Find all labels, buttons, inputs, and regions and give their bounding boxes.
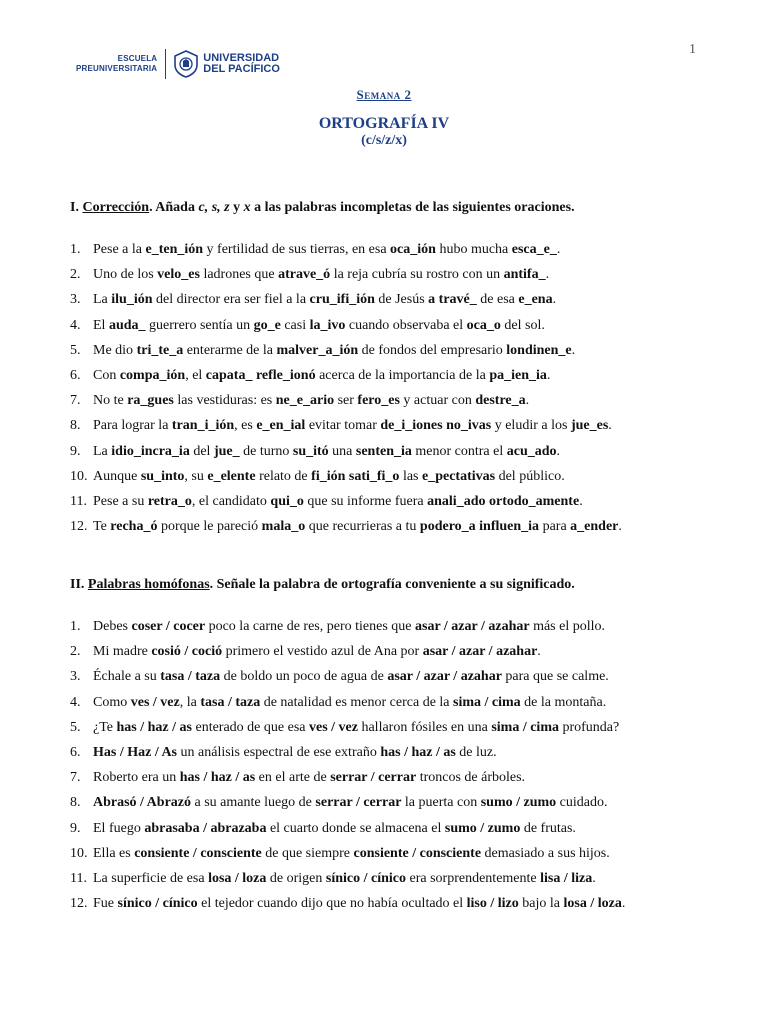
target-word: ra_gues — [127, 393, 174, 409]
sentence-text: las — [399, 468, 422, 484]
item-number: 10. — [70, 468, 88, 484]
sentence-text: de Jesús — [374, 292, 429, 308]
target-word: ilu_ión — [111, 292, 153, 308]
target-word: serrar / cerrar — [315, 795, 402, 811]
sentence-text: Con — [93, 367, 120, 383]
sentence-text: No te — [93, 393, 128, 409]
target-word: ves / vez — [308, 719, 358, 735]
target-word: has / haz / as — [380, 744, 456, 760]
sentence-text: y — [229, 200, 244, 215]
target-word: esca_e_ — [511, 242, 557, 257]
target-word: lisa / liza — [540, 870, 593, 886]
logo-divider — [165, 49, 166, 79]
item-sentence — [93, 639, 541, 664]
sentence-text: , la — [179, 694, 201, 710]
target-word: a_ender — [570, 519, 619, 535]
sentence-text: Pese a su — [93, 493, 148, 509]
sentence-text: y fertilidad de sus tierras, en esa — [203, 242, 391, 257]
sentence-text: , el candidato — [191, 493, 271, 509]
sentence-text: de luz. — [455, 744, 497, 760]
sentence-text: menor contra el — [411, 443, 507, 459]
item-number: 8. — [70, 795, 81, 811]
sentence-text: de boldo un poco de agua de — [220, 669, 388, 685]
target-word: serrar / cerrar — [330, 770, 417, 786]
sentence-text: primero el vestido azul de Ana por — [222, 644, 423, 660]
item-sentence — [93, 740, 497, 765]
sentence-text: Debes — [93, 619, 132, 634]
item-number: 11. — [70, 493, 87, 509]
target-word: retra_o — [147, 493, 192, 509]
sentence-text: c, s, z — [198, 200, 230, 215]
sentence-text: y actuar con — [399, 393, 476, 409]
target-word: Abrasó / Abrazó — [93, 795, 191, 811]
target-word: has / haz / as — [116, 719, 192, 735]
sentence-text: en el arte de — [255, 770, 331, 786]
item-sentence — [93, 363, 550, 388]
exercise-item — [70, 841, 710, 866]
target-word: sumo / zumo — [444, 820, 521, 836]
target-word: londinen_e — [506, 342, 572, 358]
logo-left-line2: PREUNIVERSITARIA — [76, 64, 158, 73]
exercise-item — [70, 464, 710, 489]
section-instruction — [149, 200, 575, 215]
target-word: oca_ión — [390, 242, 436, 257]
sentence-text: el tejedor cuando dijo que no había ocultado el — [197, 896, 467, 912]
sentence-text: El — [93, 317, 109, 333]
target-word: asar / azar / azahar — [415, 619, 530, 634]
exercise-item — [70, 413, 710, 438]
section-name: Palabras homófonas — [87, 577, 210, 592]
logo-left-line1: ESCUELA — [117, 54, 158, 63]
item-number: 2. — [70, 267, 81, 283]
target-word: coser / cocer — [131, 619, 206, 634]
sentence-text: a las palabras incompletas de las siguientes oraciones. — [250, 200, 575, 215]
item-sentence — [93, 313, 545, 338]
sentence-text: , es — [234, 418, 257, 434]
item-sentence — [93, 690, 606, 715]
target-word: asar / azar / azahar — [422, 644, 538, 660]
item-sentence — [93, 664, 609, 689]
item-number: 3. — [70, 669, 81, 685]
target-word: e_ten_ión — [145, 242, 204, 257]
exercise-item — [70, 715, 710, 740]
target-word: e_en_ial — [256, 418, 306, 434]
target-word: pa_ien_ia — [489, 367, 547, 383]
exercise-item — [70, 388, 710, 413]
sentence-text: de fondos del empresario — [358, 342, 507, 358]
sentence-text: . — [592, 870, 596, 886]
target-word: jue_ — [213, 443, 240, 459]
target-word: de_i_iones no_ivas — [380, 418, 492, 434]
sentence-text: ¿Te — [93, 719, 117, 735]
exercise-item — [70, 639, 710, 664]
item-number: 7. — [70, 770, 81, 786]
sentence-text: . Señale la palabra de ortografía conveniente a su significado. — [209, 577, 575, 592]
sentence-text: hubo mucha — [435, 242, 512, 257]
sentence-text: La superficie de esa — [93, 870, 209, 886]
target-word: has / haz / as — [179, 770, 256, 786]
target-word: tasa / taza — [200, 694, 261, 710]
item-number: 8. — [70, 418, 81, 434]
sentence-text: que recurrieras a tu — [305, 519, 420, 535]
sentence-text: La — [93, 292, 112, 308]
sentence-text: ladrones que — [199, 267, 279, 283]
target-word: destre_a — [475, 393, 526, 409]
sentence-text: las vestiduras: es — [173, 393, 276, 409]
item-number: 6. — [70, 744, 81, 760]
section-heading — [70, 577, 710, 593]
exercise-item — [70, 514, 710, 539]
item-number: 1. — [70, 619, 81, 634]
target-word: su_itó — [292, 443, 329, 459]
target-word: sínico / cínico — [325, 870, 407, 886]
section-instruction — [210, 577, 575, 592]
sentence-text: . Añada — [149, 200, 199, 215]
section-correccion — [70, 200, 710, 535]
exercise-item — [70, 237, 710, 262]
sentence-text: La — [93, 443, 112, 459]
sentence-text: Aunque — [93, 468, 141, 484]
sentence-text: . — [556, 443, 561, 459]
logo-left-text — [76, 54, 157, 74]
item-number: 3. — [70, 292, 81, 308]
sentence-text: que su informe fuera — [303, 493, 428, 509]
target-word: atrave_ó — [278, 267, 331, 283]
target-word: su_into — [140, 468, 185, 484]
exercise-list — [70, 237, 710, 539]
sentence-text: del — [189, 443, 214, 459]
sentence-text: relato de — [255, 468, 312, 484]
logo-right-text — [203, 53, 280, 75]
sentence-text: de frutas. — [520, 820, 576, 836]
page-title: ORTOGRAFÍA IV — [318, 115, 450, 132]
exercise-item — [70, 287, 710, 312]
section-numeral: I. — [70, 200, 83, 215]
sentence-text: Échale a su — [93, 669, 161, 685]
item-number: 7. — [70, 393, 81, 409]
item-sentence — [93, 489, 583, 514]
sentence-text: . — [571, 342, 576, 358]
target-word: mala_o — [261, 519, 306, 535]
section-numeral: II. — [70, 577, 88, 592]
sentence-text: cuando observaba el — [345, 317, 467, 333]
sentence-text: más el pollo. — [529, 619, 606, 634]
target-word: oca_o — [466, 317, 501, 333]
item-number: 11. — [70, 870, 87, 886]
sentence-text: , su — [184, 468, 208, 484]
item-number: 4. — [70, 694, 81, 710]
sentence-text: ser — [334, 393, 358, 409]
sentence-text: . — [608, 418, 612, 434]
sentence-text: de que siempre — [261, 845, 354, 861]
item-number: 9. — [70, 443, 81, 459]
sentence-text: . — [621, 896, 626, 912]
item-number: 10. — [70, 845, 88, 861]
item-number: 12. — [70, 896, 88, 912]
sentence-text: cuidado. — [556, 795, 608, 811]
target-word: la_ivo — [309, 317, 346, 333]
exercise-item — [70, 489, 710, 514]
sentence-text: enterado de que esa — [191, 719, 309, 735]
target-word: recha_ó — [110, 519, 158, 535]
sentence-text: hallaron fósiles en una — [357, 719, 492, 735]
target-word: jue_es — [570, 418, 609, 434]
sentence-text: para que se calme. — [501, 669, 609, 685]
target-word: liso / lizo — [466, 896, 519, 912]
sentence-text: El fuego — [93, 820, 145, 836]
week-label: Semana 2 — [356, 87, 412, 102]
sentence-text: guerrero sentía un — [145, 317, 254, 333]
sentence-text: Mi madre — [93, 644, 152, 660]
target-word: e_elente — [207, 468, 256, 484]
exercise-item — [70, 765, 710, 790]
target-word: antifa_ — [503, 267, 546, 283]
target-word: compa_ión — [119, 367, 186, 383]
target-word: cosió / coció — [151, 644, 223, 660]
sentence-text: el cuarto donde se almacena el — [266, 820, 445, 836]
item-sentence — [93, 287, 556, 312]
target-word: abrasaba / abrazaba — [144, 820, 267, 836]
sentence-text: poco la carne de res, pero tienes que — [205, 619, 415, 634]
sentence-text: . — [556, 242, 561, 257]
target-word: qui_o — [270, 493, 304, 509]
item-sentence — [93, 765, 525, 790]
target-word: ves / vez — [130, 694, 180, 710]
sentence-text: x — [243, 200, 251, 215]
sentence-text: de la montaña. — [520, 694, 607, 710]
target-word: capata_ refle_ionó — [205, 367, 316, 383]
exercise-item — [70, 439, 710, 464]
target-word: go_e — [253, 317, 281, 333]
sentence-text: Me dio — [93, 342, 137, 358]
exercise-item — [70, 690, 710, 715]
sentence-text: del público. — [495, 468, 565, 484]
sentence-text: acerca de la importancia de la — [315, 367, 490, 383]
target-word: tasa / taza — [160, 669, 221, 685]
sentence-text: . — [618, 519, 622, 535]
sentence-text: la reja cubría su rostro con un — [330, 267, 504, 283]
target-word: malver_a_ión — [276, 342, 359, 358]
sentence-text: . — [552, 292, 557, 308]
sentence-text: . — [545, 267, 550, 283]
target-word: a travé_ — [428, 292, 477, 308]
target-word: losa / loza — [208, 870, 267, 886]
item-number: 5. — [70, 719, 81, 735]
item-number: 4. — [70, 317, 81, 333]
sentence-text: a su amante luego de — [191, 795, 316, 811]
sentence-text: del director era ser fiel a la — [152, 292, 310, 308]
exercise-item — [70, 891, 710, 916]
sentence-text: Fue — [93, 896, 118, 912]
section-heading — [70, 200, 710, 216]
sentence-text: de origen — [266, 870, 326, 886]
sentence-text: Para lograr la — [93, 418, 172, 434]
section-homofonas — [70, 577, 710, 912]
item-sentence — [93, 790, 608, 815]
exercise-item — [70, 866, 710, 891]
exercise-item — [70, 313, 710, 338]
sentence-text: porque le pareció — [157, 519, 262, 535]
item-sentence — [93, 514, 622, 539]
sentence-text: de esa — [476, 292, 519, 308]
sentence-text: profunda? — [558, 719, 620, 735]
logo-right-line1: UNIVERSIDAD — [203, 52, 280, 64]
item-sentence — [93, 338, 575, 363]
target-word: senten_ia — [355, 443, 412, 459]
sentence-text: enterarme de la — [183, 342, 277, 358]
target-word: sínico / cínico — [117, 896, 198, 912]
sentence-text: un análisis espectral de ese extraño — [177, 744, 381, 760]
target-word: fi_ión sati_fi_o — [311, 468, 400, 484]
target-word: sima / cima — [453, 694, 521, 710]
institution-logo — [76, 48, 280, 80]
exercise-item — [70, 790, 710, 815]
sentence-text: Roberto era un — [93, 770, 180, 786]
item-sentence — [93, 237, 560, 262]
item-sentence — [93, 841, 610, 866]
target-word: e_ena — [518, 292, 553, 308]
sentence-text: demasiado a sus hijos. — [481, 845, 610, 861]
sentence-text: bajo la — [518, 896, 564, 912]
sentence-text: troncos de árboles. — [416, 770, 526, 786]
sentence-text: la puerta con — [401, 795, 481, 811]
sentence-text: Uno de los — [93, 267, 158, 283]
sentence-text: una — [328, 443, 356, 459]
sentence-text: Como — [93, 694, 131, 710]
target-word: anali_ado ortodo_amente — [427, 493, 580, 509]
item-number: 5. — [70, 342, 81, 358]
exercise-item — [70, 740, 710, 765]
item-sentence — [93, 388, 529, 413]
target-word: consiente / consciente — [134, 845, 262, 861]
sentence-text: , el — [185, 367, 206, 383]
target-word: cru_ifi_ión — [309, 292, 375, 308]
item-sentence — [93, 614, 605, 639]
target-word: tran_i_ión — [171, 418, 235, 434]
item-number: 6. — [70, 367, 81, 383]
target-word: e_pectativas — [422, 468, 496, 484]
item-sentence — [93, 715, 619, 740]
sentence-text: casi — [280, 317, 310, 333]
target-word: acu_ado — [506, 443, 557, 459]
exercise-item — [70, 664, 710, 689]
logo-right-line2: DEL PACÍFICO — [203, 63, 280, 75]
item-sentence — [93, 816, 576, 841]
item-number: 2. — [70, 644, 81, 660]
target-word: sima / cima — [491, 719, 559, 735]
exercise-item — [70, 614, 710, 639]
sentence-text: de natalidad es menor cerca de la — [260, 694, 454, 710]
sentence-text: evitar tomar — [305, 418, 381, 434]
sentence-text: . — [537, 644, 541, 660]
item-number: 9. — [70, 820, 81, 836]
sentence-text: Pese a la — [93, 242, 146, 257]
sentence-text: Ella es — [93, 845, 135, 861]
sentence-text: . — [579, 493, 583, 509]
item-sentence — [93, 891, 625, 916]
section-name: Corrección — [82, 200, 150, 215]
exercise-item — [70, 262, 710, 287]
item-sentence — [93, 866, 596, 891]
sentence-text: era sorprendentemente — [406, 870, 541, 886]
item-sentence — [93, 262, 549, 287]
target-word: auda_ — [108, 317, 146, 333]
item-sentence — [93, 464, 565, 489]
target-word: Has / Haz / As — [93, 744, 178, 760]
sentence-text: . — [546, 367, 551, 383]
target-word: tri_te_a — [136, 342, 184, 358]
page-number: 1 — [689, 42, 696, 57]
university-seal-icon — [174, 50, 198, 78]
target-word: podero_a influen_ia — [419, 519, 540, 535]
sentence-text: para — [539, 519, 571, 535]
exercise-list — [70, 614, 710, 916]
sentence-text: de turno — [239, 443, 293, 459]
item-number: 12. — [70, 519, 88, 535]
target-word: velo_es — [157, 267, 200, 283]
page-subtitle: (c/s/z/x) — [361, 133, 407, 148]
target-word: losa / loza — [563, 896, 622, 912]
sentence-text: del sol. — [500, 317, 545, 333]
item-sentence — [93, 439, 560, 464]
exercise-item — [70, 338, 710, 363]
exercise-item — [70, 363, 710, 388]
target-word: idio_incra_ia — [111, 443, 190, 459]
sentence-text: Te — [93, 519, 111, 535]
exercise-item — [70, 816, 710, 841]
item-sentence — [93, 413, 612, 438]
target-word: ne_e_ario — [275, 393, 335, 409]
target-word: fero_es — [357, 393, 400, 409]
sentence-text: y eludir a los — [491, 418, 571, 434]
target-word: asar / azar / azahar — [387, 669, 502, 685]
target-word: sumo / zumo — [480, 795, 557, 811]
sentence-text: . — [525, 393, 530, 409]
target-word: consiente / consciente — [353, 845, 482, 861]
item-number: 1. — [70, 242, 81, 257]
